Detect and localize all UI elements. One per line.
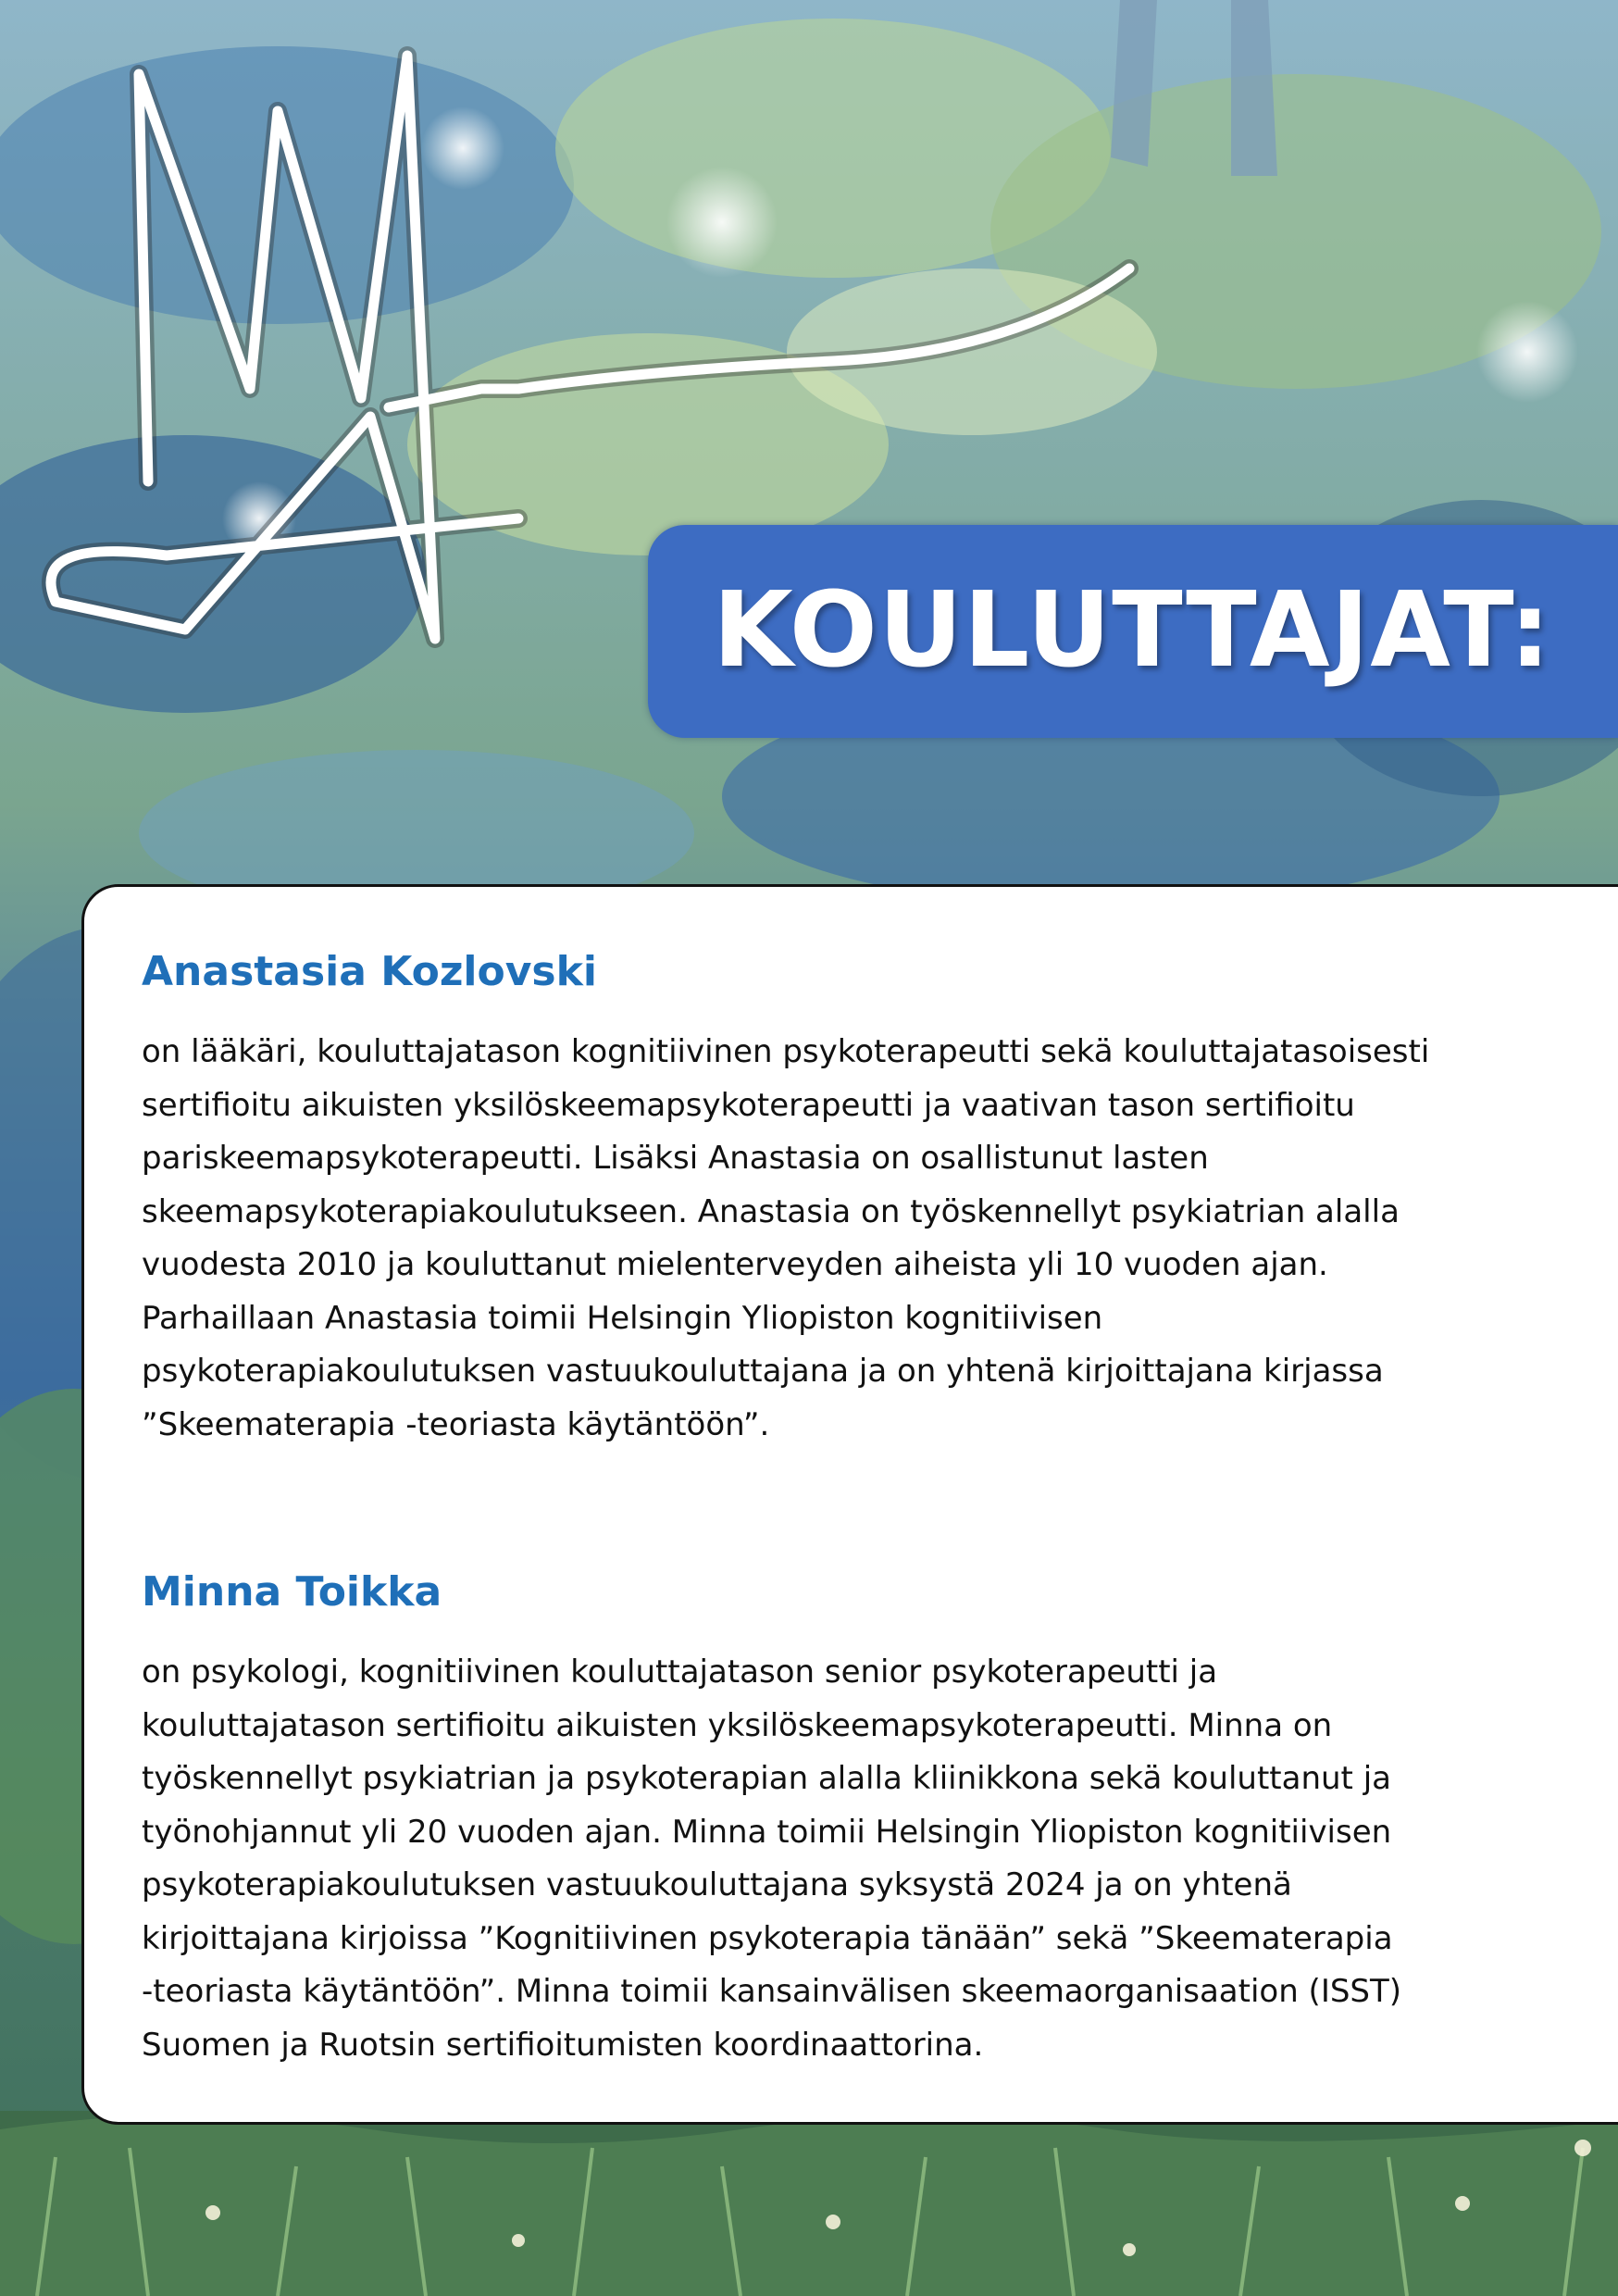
bio-line: on psykologi, kognitiivinen kouluttajatason senior psykoterapeutti ja xyxy=(142,1653,1218,1691)
bio-line: vuodesta 2010 ja kouluttanut mielenterveyden aiheista yli 10 vuoden ajan. xyxy=(142,1246,1328,1283)
bio-line: -teoriasta käytäntöön”. Minna toimii kansainvälisen skeemaorganisaation (ISST) xyxy=(142,1973,1402,2010)
bio-line: psykoterapiakoulutuksen vastuukouluttajana ja on yhtenä kirjoittajana kirjassa xyxy=(142,1353,1384,1390)
bio-line: kouluttajatason sertifioitu aikuisten yksilöskeemapsykoterapeutti. Minna on xyxy=(142,1706,1333,1744)
bio-line: kirjoittajana kirjoissa ”Kognitiivinen psykoterapia tänään” sekä ”Skeematerapia xyxy=(142,1919,1393,1957)
bio-line: Parhaillaan Anastasia toimii Helsingin Yliopiston kognitiivisen xyxy=(142,1299,1103,1337)
bio-line: työnohjannut yli 20 vuoden ajan. Minna toimii Helsingin Yliopiston kognitiivisen xyxy=(142,1813,1392,1851)
bio-line: sertifioitu aikuisten yksilöskeemapsykoterapeutti ja vaativan tason sertifioitu xyxy=(142,1086,1355,1124)
bio-line: työskennellyt psykiatrian ja psykoterapian alalla kliinikkona sekä kouluttanut ja xyxy=(142,1760,1391,1797)
bio-line: skeemapsykoterapiakoulutukseen. Anastasia on työskennellyt psykiatrian alalla xyxy=(142,1192,1400,1230)
bio-line: psykoterapiakoulutuksen vastuukouluttajana syksystä 2024 ja on yhtenä xyxy=(142,1866,1292,1903)
bio-line: ”Skeematerapia -teoriasta käytäntöön”. xyxy=(142,1405,770,1443)
page-title: KOULUTTAJAT: xyxy=(713,570,1552,691)
bio-line: Suomen ja Ruotsin sertifioitumisten koordinaattorina. xyxy=(142,2026,984,2064)
bio-line: pariskeemapsykoterapeutti. Lisäksi Anastasia on osallistunut lasten xyxy=(142,1140,1209,1177)
title-banner xyxy=(648,525,1618,738)
trainers-card xyxy=(81,884,1618,2125)
trainer-name: Anastasia Kozlovski xyxy=(142,948,597,995)
trainer-name: Minna Toikka xyxy=(142,1568,442,1616)
bio-line: on lääkäri, kouluttajatason kognitiivinen psykoterapeutti sekä kouluttajatasoisesti xyxy=(142,1033,1430,1070)
